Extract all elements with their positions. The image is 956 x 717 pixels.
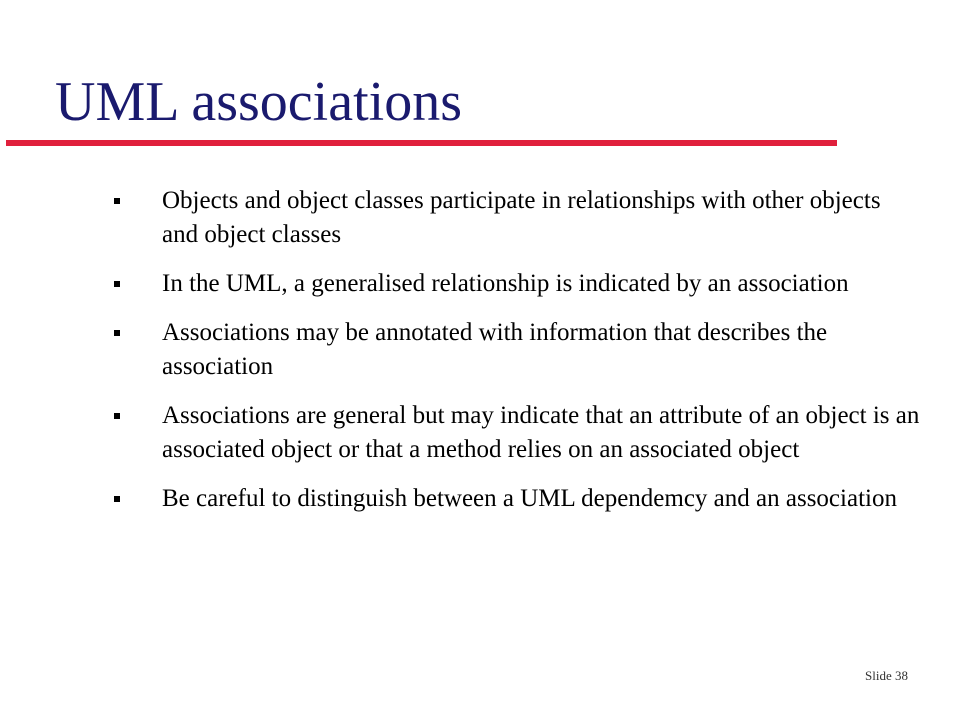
list-item — [0, 267, 956, 301]
bullet-list — [0, 184, 956, 516]
slide-number: Slide 38 — [865, 668, 908, 683]
title-underline — [6, 140, 837, 146]
square-bullet-icon — [114, 281, 120, 287]
square-bullet-icon — [114, 330, 120, 336]
bullet-text: Objects and object classes participate in relationships with other objects and object classes — [162, 187, 881, 248]
slide-title: UML associations — [55, 71, 462, 133]
list-item — [0, 482, 956, 516]
square-bullet-icon — [114, 496, 120, 502]
square-bullet-icon — [114, 198, 120, 204]
bullet-text: Associations may be annotated with information that describes the association — [162, 319, 828, 380]
bullet-text: Be careful to distinguish between a UML dependemcy and an association — [162, 485, 897, 512]
list-item — [0, 399, 956, 467]
bullet-text: In the UML, a generalised relationship is indicated by an association — [162, 270, 849, 297]
square-bullet-icon — [114, 413, 120, 419]
list-item — [0, 316, 956, 384]
list-item — [0, 184, 956, 252]
bullet-text: Associations are general but may indicate that an attribute of an object is an associated object or that a method relies on an associated object — [162, 402, 920, 463]
